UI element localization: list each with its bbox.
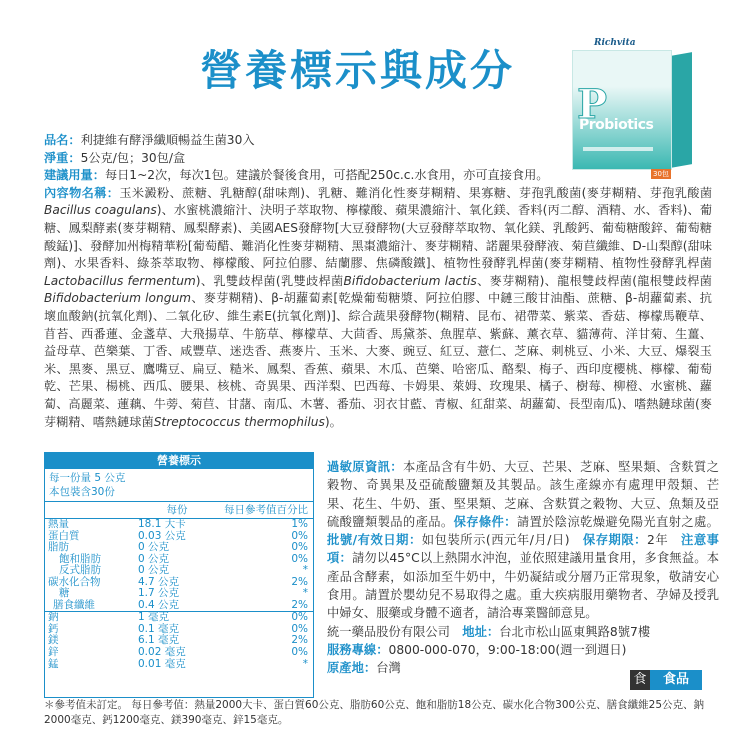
nutrient-name: 脂肪 bbox=[48, 541, 69, 554]
nutrient-name: 碳水化合物 bbox=[48, 575, 101, 588]
nutrient-value: 18.1 大卡 bbox=[138, 518, 186, 530]
col-per-serving: 每份 bbox=[166, 504, 188, 516]
net-weight-line: 淨重：5公克/包；30包/盒 bbox=[44, 150, 186, 165]
nutrient-daily-pct: 1% bbox=[291, 518, 308, 530]
nutrient-daily-pct: 0% bbox=[291, 646, 308, 659]
expiry-date: 如包裝所示(西元年/月/日) bbox=[421, 533, 570, 548]
nutrient-value: 1 毫克 bbox=[138, 611, 170, 624]
nutrition-header: 營養標示 bbox=[45, 453, 313, 469]
company-address: 台北市松山區東興路8號7樓 bbox=[499, 624, 651, 639]
nutrient-name: 鎂 bbox=[48, 634, 59, 647]
nutrient-daily-pct: * bbox=[302, 564, 308, 577]
nutrient-daily-pct: 0% bbox=[291, 529, 308, 542]
nutrient-value: 0.02 毫克 bbox=[138, 646, 186, 659]
serving-info bbox=[45, 469, 313, 502]
nutrient-daily-pct: 0% bbox=[291, 611, 308, 624]
ingredients: 內容物名稱：玉米澱粉、蔗糖、乳糖醇(甜味劑)、乳糖、難消化性麥芽糊精、果寡糖、芽孢乳酸菌(麥芽糊精、芽孢乳酸菌Bacillus coagulans)、水蜜桃濃縮汁、決明子萃取物、檸檬酸、蘋果濃縮汁、氧化鎂、香料(丙二醇、酒精、水、香料)、葡糖、鳳梨酵素(麥芽糊精、鳳梨酵素)、美國AES發酵物[大豆發酵物(大豆發酵萃取物、氧化鎂、乳酸鈣、葡萄糖酸鋅、葡萄糖酸錳)]、發酵加州梅精華粉[葡萄醋、難消化性麥芽糊精、黑棗濃縮汁、麥芽糊精、諾麗果發酵液、菊苣纖維、D-山梨醇(甜味劑)、水果香料、綠茶萃取物、檸檬酸、阿拉伯膠、結蘭膠、焦磷酸鐵]、植物性發酵乳桿菌(麥芽糊精、植物性發酵乳桿菌Lactobacillus fermentum)、乳雙歧桿菌(乳雙歧桿菌Bifidobacterium lactis、麥芽糊精)、龍根雙歧桿菌(龍根雙歧桿菌Bifidobacterium longum、麥芽糊精)、β-胡蘿蔔素[乾燥葡萄糖漿、阿拉伯膠、中鏈三酸甘油酯、蔗糖、β-胡蘿蔔素、抗壞血酸鈉(抗氧化劑)、二氧化矽、維生素E(抗氧化劑)]、綜合蔬果發酵物(糊精、昆布、裙帶菜、紫菜、香菇、檸檬馬鞭草、苜苔、西番蓮、金盞草、大飛揚草、牛筋草、檸檬草、大茴香、馬黛茶、魚腥草、紫蘇、薰衣草、貓薄荷、洋甘菊、生薑、益母草、芭樂葉、丁香、咸豐草、迷迭香、燕麥片、玉米、大麥、豌豆、紅豆、薏仁、芝麻、刺桃豆、小米、大豆、爆裂玉米、黑麥、黑豆、鷹嘴豆、扁豆、糙米、鳳梨、香蕉、蘋果、木瓜、芭樂、哈密瓜、酪梨、梅子、西印度櫻桃、檸檬、葡萄乾、芒果、楊桃、西瓜、腰果、核桃、奇異果、西洋梨、巴西莓、卡姆果、萊姆、玫瑰果、橘子、樹莓、柳橙、水蜜桃、蘿蔔、高麗菜、蓮藕、牛蒡、菊苣、甘藷、南瓜、木薯、番茄、羽衣甘藍、青椒、紅甜菜、胡蘿蔔、長型南瓜)、嗜熱鏈球菌(麥芽糊精、嗜熱鏈球菌Streptococcus thermophilus)。 bbox=[44, 185, 713, 429]
nutrient-name: 膳食纖維 bbox=[53, 598, 95, 611]
nutrient-daily-pct: 0% bbox=[291, 552, 308, 565]
nutrient-daily-pct: 2% bbox=[291, 598, 308, 611]
nutrient-value: 6.1 毫克 bbox=[138, 634, 180, 647]
usage-line: 建議用量：每日1~2次，每次1包。建議於餐後食用，可搭配250c.c.水食用，亦可直接食用。 bbox=[44, 168, 549, 183]
net-weight: 5公克/包；30包/盒 bbox=[80, 150, 186, 165]
nutrient-name: 糖 bbox=[59, 587, 70, 600]
nutrient-daily-pct: 2% bbox=[291, 575, 308, 588]
company-name: 統一藥品股份有限公司 bbox=[327, 624, 450, 639]
storage-conditions: 請置於陰涼乾燥避免陽光直射之處。 bbox=[516, 514, 719, 529]
nutrient-daily-pct: 2% bbox=[291, 634, 308, 647]
nutrition-row bbox=[45, 611, 313, 624]
nutrition-row bbox=[45, 519, 313, 531]
nutrition-table bbox=[44, 452, 314, 698]
nutrient-value: 0 公克 bbox=[138, 564, 170, 577]
nutrient-value: 0.01 毫克 bbox=[138, 657, 186, 670]
nutrition-row bbox=[45, 542, 313, 554]
nutrient-name: 錳 bbox=[48, 657, 59, 670]
nutrient-value: 0.03 公克 bbox=[138, 529, 186, 542]
nutrition-row bbox=[45, 624, 313, 636]
footnote: ＊參考值未訂定。 每日參考值：熱量2000大卡、蛋白質60公克、脂肪60公克、飽和脂肪18公克、碳水化合物300公克、膳食纖維25公克、鈉2000毫克、鈣1200毫克、鎂390毫克、鋅15毫克。 bbox=[44, 699, 705, 726]
nutrient-value: 1.7 公克 bbox=[138, 587, 180, 600]
box-front: P Probiotics 30包 bbox=[572, 50, 672, 170]
nutrition-row bbox=[45, 577, 313, 589]
serving-size: 每一份量 5 公克 bbox=[49, 472, 126, 484]
food-badge bbox=[630, 670, 702, 690]
nutrition-row bbox=[45, 600, 313, 612]
nutrient-daily-pct: 0% bbox=[291, 541, 308, 554]
nutrient-daily-pct: 0% bbox=[291, 622, 308, 635]
page-title: 營養標示與成分 bbox=[200, 46, 516, 95]
product-info bbox=[44, 132, 712, 431]
product-name-line: 品名：利捷維有酵淨纖順暢益生菌30入 bbox=[44, 133, 255, 147]
nutrition-row bbox=[45, 531, 313, 543]
nutrition-row bbox=[45, 565, 313, 577]
nutrient-value: 0.4 公克 bbox=[138, 598, 180, 611]
servings-per-pack: 本包裝含30份 bbox=[49, 486, 115, 498]
nutrition-col-headers bbox=[45, 502, 313, 519]
box-count: 30包 bbox=[653, 170, 669, 178]
service-hotline: 0800-000-070，9:00-18:00(週一到週日) bbox=[388, 642, 627, 657]
box-brand: Richvita bbox=[594, 38, 636, 48]
allergen-info: 本產品含有牛奶、大豆、芒果、芝麻、堅果類、含麩質之穀物、奇異果及亞硫酸鹽類及其製品。該生產線亦有處理甲殼類、芒果、花生、牛奶、蛋、堅果類、芝麻、含麩質之穀物、大豆、魚類及亞硫酸鹽類製品的產品。 bbox=[327, 460, 719, 529]
nutrient-value: 0 公克 bbox=[138, 541, 170, 554]
nutrient-daily-pct: * bbox=[302, 587, 308, 600]
shelf-life: 2年 bbox=[647, 533, 669, 548]
cautions: 請勿以45°C以上熱開水沖泡，並依照建議用量食用，多食無益。本產品含酵素，如添加至牛奶中，牛奶凝結或分層乃正常現象，敬請安心食用。請置於嬰幼兒不易取得之處。重大疾病服用藥物者、孕婦及授乳中婦女、服藥或身體不適者，請洽專業醫師意見。 bbox=[327, 551, 719, 621]
nutrient-name: 鈉 bbox=[48, 611, 59, 624]
nutrient-name: 鋅 bbox=[48, 646, 59, 659]
nutrient-name: 蛋白質 bbox=[48, 529, 80, 542]
product-name: 利捷維有酵淨纖順暢益生菌30入 bbox=[80, 133, 255, 147]
box-word: Probiotics bbox=[579, 117, 654, 133]
nutrient-value: 0.1 毫克 bbox=[138, 622, 180, 635]
nutrient-value: 0 公克 bbox=[138, 552, 170, 565]
nutrient-name: 飽和脂肪 bbox=[59, 552, 101, 565]
nutrient-name: 鈣 bbox=[48, 622, 59, 635]
nutrition-row bbox=[45, 647, 313, 659]
nutrient-value: 4.7 公克 bbox=[138, 575, 180, 588]
nutrient-name: 反式脂肪 bbox=[59, 564, 101, 577]
product-notes: 過敏原資訊：本產品含有牛奶、大豆、芒果、芝麻、堅果類、含麩質之穀物、奇異果及亞硫酸鹽類及其製品。該生產線亦有處理甲殼類、芒果、花生、牛奶、蛋、堅果類、芝麻、含麩質之穀物、大豆、魚類及亞硫酸鹽類製品的產品。保存條件：請置於陰涼乾燥避免陽光直射之處。批號/有效日期：如包裝所示(西元年/月/日) 保存期限：2年 注意事項：請勿以45°C以上熱開水沖泡，並依照建議用量食用，多食無益。本產品含酵素，如添加至牛奶中，牛奶凝結或分層乃正常現象，敬請安心食用。請置於嬰幼兒不易取得之處。重大疾病服用藥物者、孕婦及授乳中婦女、服藥或身體不適者，請洽專業醫師意見。 統一藥品股份有限公司 地址：台北市松山區東興路8號7樓 服務專線：0800-000-070，9:00-18:00(週一到週日) 原產地：台灣 bbox=[327, 460, 719, 676]
food-mark-icon: 食 bbox=[630, 670, 650, 690]
nutrition-row bbox=[45, 659, 313, 671]
usage: 每日1~2次，每次1包。建議於餐後食用，可搭配250c.c.水食用，亦可直接食用。 bbox=[104, 168, 549, 183]
nutrient-name: 熱量 bbox=[48, 518, 69, 530]
food-label: 食品 bbox=[650, 670, 702, 690]
nutrition-rows bbox=[45, 519, 313, 670]
col-daily-value: 每日參考值百分比 bbox=[224, 504, 308, 516]
origin: 台灣 bbox=[376, 661, 401, 676]
nutrient-daily-pct: * bbox=[302, 657, 308, 670]
